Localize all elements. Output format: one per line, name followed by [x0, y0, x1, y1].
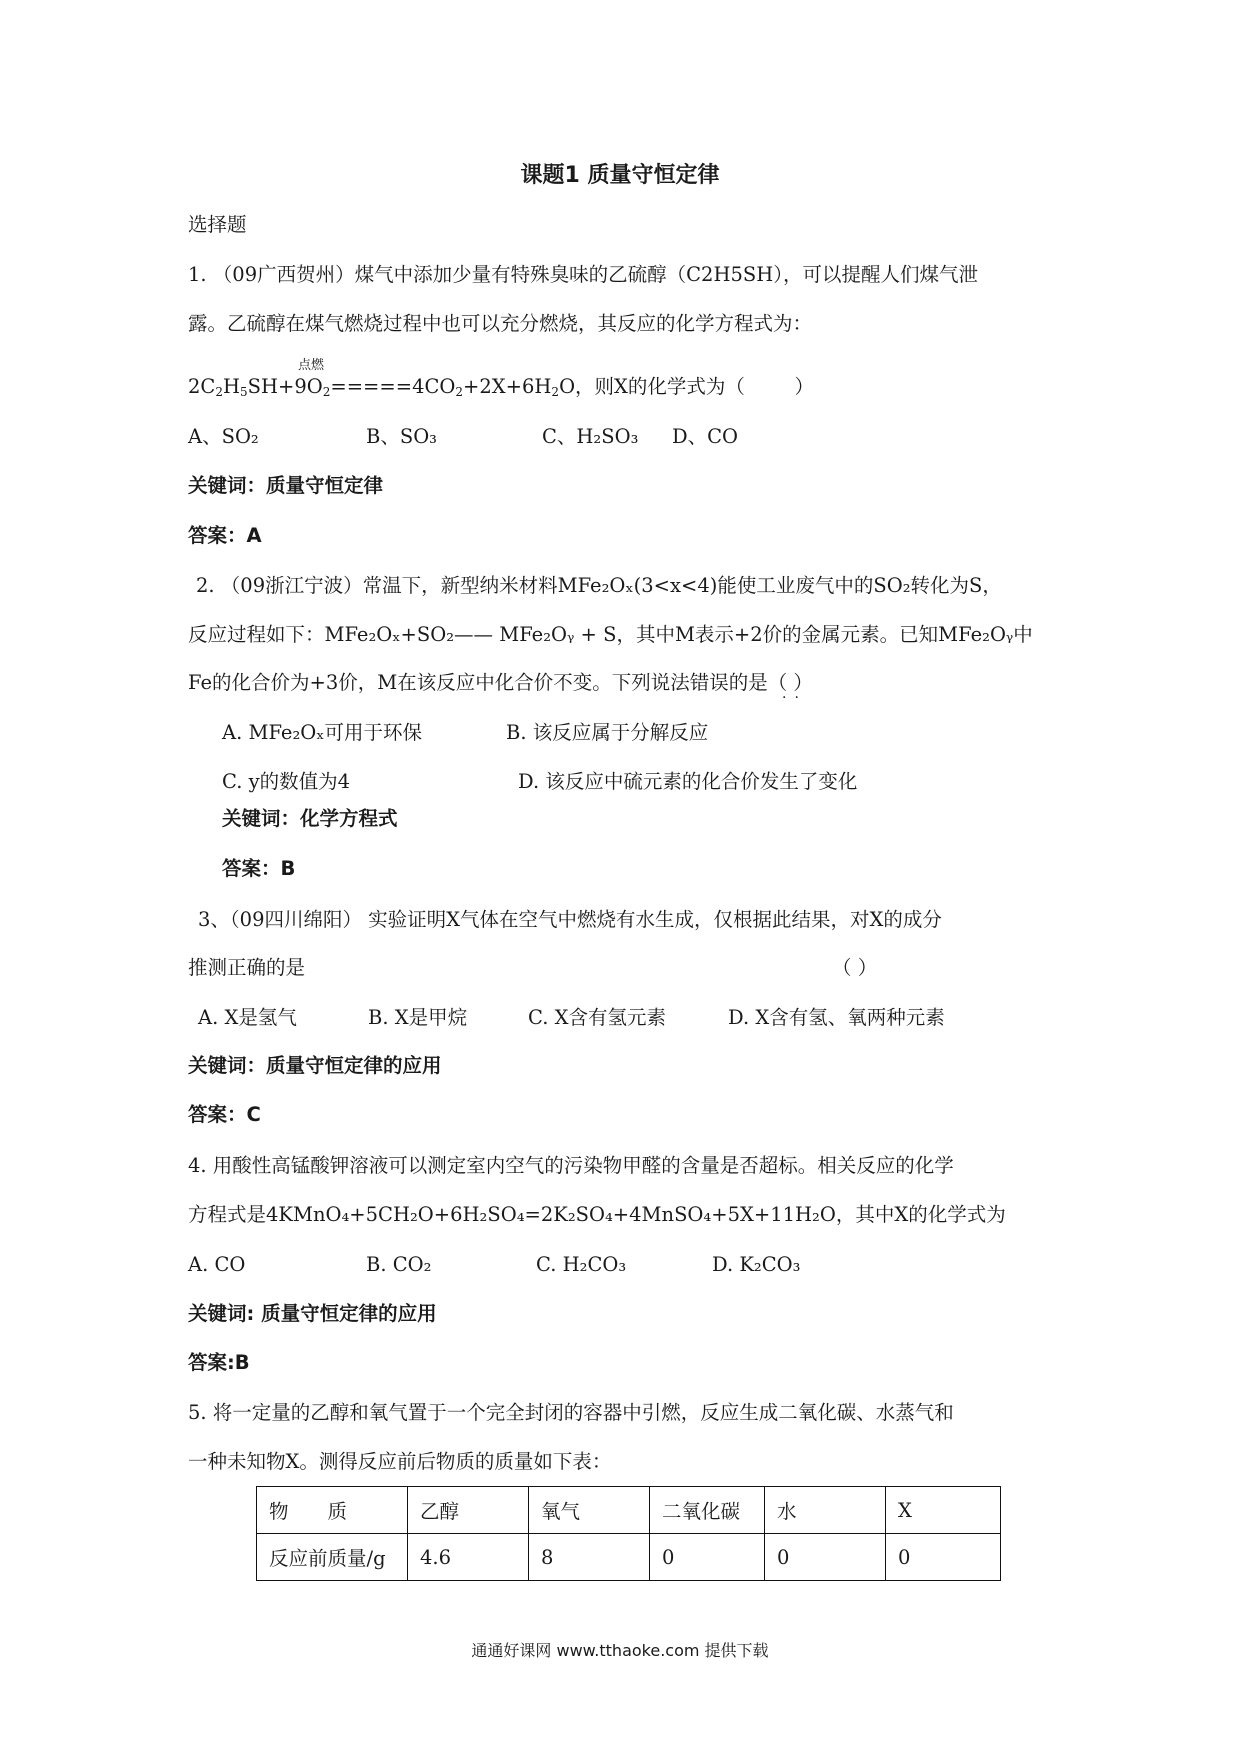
- q4-option-d: D. K₂CO₃: [712, 1253, 801, 1276]
- emphasis-dots: ··: [782, 690, 807, 706]
- table-cell: 0: [765, 1534, 886, 1581]
- table-cell: 乙醇: [408, 1487, 529, 1534]
- q4-option-c: C. H₂CO₃: [536, 1253, 627, 1276]
- q2-keyword: 关键词：化学方程式: [222, 807, 398, 830]
- table-row: [257, 1534, 1001, 1581]
- q2-option-a: A. MFe₂Oₓ可用于环保: [222, 721, 423, 744]
- q1-condition-label: 点燃: [298, 358, 325, 373]
- q3-answer-blank: （ ）: [832, 956, 878, 979]
- section-heading: 选择题: [188, 213, 247, 236]
- q3-keyword: 关键词：质量守恒定律的应用: [188, 1054, 442, 1077]
- q1-option-d: D、CO: [672, 425, 739, 448]
- q3-text-line1: 3、（09四川绵阳） 实验证明X气体在空气中燃烧有水生成，仅根据此结果，对X的成分: [198, 908, 942, 931]
- q2-text-line2: 反应过程如下：MFe₂Oₓ+SO₂—— MFe₂Oᵧ + S，其中M表示+2价的金属元素。已知MFe₂Oᵧ中: [188, 623, 1033, 646]
- q4-keyword: 关键词: 质量守恒定律的应用: [188, 1302, 437, 1325]
- table-cell: 8: [529, 1534, 650, 1581]
- q3-answer: 答案：C: [188, 1103, 261, 1126]
- page-title: 课题1 质量守恒定律: [520, 163, 720, 188]
- table-cell: 二氧化碳: [650, 1487, 765, 1534]
- q2-option-b: B. 该反应属于分解反应: [506, 721, 709, 744]
- table-cell: 物 质: [257, 1487, 408, 1534]
- q1-answer: 答案：A: [188, 524, 262, 547]
- mass-table: [256, 1486, 1001, 1581]
- table-cell: 4.6: [408, 1534, 529, 1581]
- q5-text-line1: 5. 将一定量的乙醇和氧气置于一个完全封闭的容器中引燃，反应生成二氧化碳、水蒸气和: [188, 1401, 954, 1424]
- q2-text-line1: 2. （09浙江宁波）常温下，新型纳米材料MFe₂Oₓ(3<x<4)能使工业废气中的SO₂转化为S，: [196, 574, 1002, 597]
- table-cell: 反应前质量/g: [257, 1534, 408, 1581]
- q3-option-d: D. X含有氢、氧两种元素: [728, 1006, 945, 1029]
- q4-option-a: A. CO: [188, 1253, 246, 1276]
- table-cell: 水: [765, 1487, 886, 1534]
- table-header-row: [257, 1487, 1001, 1534]
- q1-text-line2: 露。乙硫醇在煤气燃烧过程中也可以充分燃烧，其反应的化学方程式为：: [188, 312, 813, 335]
- table-cell: 0: [886, 1534, 1001, 1581]
- q4-text-line1: 4. 用酸性高锰酸钾溶液可以测定室内空气的污染物甲醛的含量是否超标。相关反应的化学: [188, 1154, 954, 1177]
- table-cell: 氧气: [529, 1487, 650, 1534]
- q1-keyword: 关键词：质量守恒定律: [188, 474, 384, 497]
- table-cell: X: [886, 1487, 1001, 1534]
- q1-text-line1: 1. （09广西贺州）煤气中添加少量有特殊臭味的乙硫醇（C2H5SH），可以提醒人们煤气泄: [188, 263, 978, 286]
- table-cell: 0: [650, 1534, 765, 1581]
- q1-option-c: C、H₂SO₃: [542, 425, 639, 448]
- q1-option-a: A、SO₂: [188, 425, 259, 448]
- q3-option-c: C. X含有氢元素: [528, 1006, 667, 1029]
- page-footer: 通通好课网 www.tthaoke.com 提供下载: [471, 1641, 769, 1660]
- q2-answer: 答案：B: [222, 857, 296, 880]
- q2-option-d: D. 该反应中硫元素的化合价发生了变化: [518, 770, 858, 793]
- q3-text-line2: 推测正确的是: [188, 956, 306, 979]
- q3-option-a: A. X是氢气: [198, 1006, 297, 1029]
- q4-answer: 答案:B: [188, 1351, 250, 1374]
- q2-text-line3: Fe的化合价为+3价，M在该反应中化合价不变。下列说法错误的是（ ）: [188, 671, 813, 694]
- q1-option-b: B、SO₃: [366, 425, 437, 448]
- q1-equation: $2C_2H_5SH+9O_2=====4CO_2+2X+6H_2O$，则X的化学式为（ ）: [188, 375, 815, 399]
- q5-text-line2: 一种未知物X。测得反应前后物质的质量如下表：: [188, 1450, 612, 1473]
- q4-option-b: B. CO₂: [366, 1253, 432, 1276]
- q3-option-b: B. X是甲烷: [368, 1006, 468, 1029]
- q4-text-line2: 方程式是4KMnO₄+5CH₂O+6H₂SO₄=2K₂SO₄+4MnSO₄+5X+11H₂O，其中X的化学式为: [188, 1203, 1006, 1226]
- q2-option-c: C. y的数值为4: [222, 770, 351, 793]
